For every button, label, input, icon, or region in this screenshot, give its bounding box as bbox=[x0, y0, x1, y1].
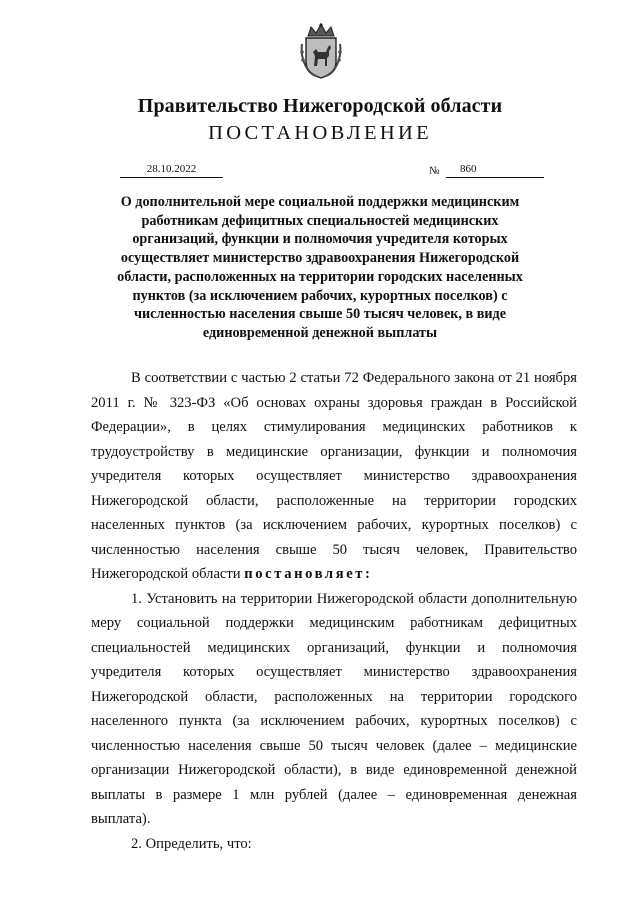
document-date: 28.10.2022 bbox=[120, 163, 223, 178]
document-type-heading: ПОСТАНОВЛЕНИЕ bbox=[208, 122, 432, 144]
item-2-paragraph: 2. Определить, что: bbox=[131, 835, 252, 852]
document-number-field bbox=[446, 163, 544, 178]
document-body bbox=[91, 366, 577, 856]
preamble-text: В соответствии с частью 2 статьи 72 Федерального закона от 21 ноября 2011 г. № 323-ФЗ «Об основах охраны здоровья граждан в Российской Федерации», в целях стимулирования медицинских работников к трудоустройству в медицинские организации, функции и полномочия учредителя которых осуществляет министерство здравоохранения Нижегородской области, расположенные на территории городских населенных пунктов (за исключением рабочих, курортных поселков) с численностью населения свыше 50 тысяч человек, Правительство Нижегородской области bbox=[91, 370, 577, 582]
emblem-icon bbox=[299, 22, 343, 80]
government-title: Правительство Нижегородской области bbox=[137, 95, 503, 117]
preamble-paragraph bbox=[91, 366, 577, 587]
decree-word: постановляет: bbox=[244, 566, 373, 582]
number-sign: № bbox=[429, 165, 440, 177]
document-subject: О дополнительной мере социальной поддержки медицинским работникам дефицитных специальностей медицинских организаций, функции и полномочия учредителя которых осуществляет министерство здравоохранения Нижегородской области, расположенных на территории городских населенных пунктов (за исключением рабочих, курортных поселков) с численностью населения свыше 50 тысяч человек, в виде единовременной денежной выплаты bbox=[117, 194, 523, 341]
item-1-paragraph: 1. Установить на территории Нижегородской области дополнительную меру социальной поддержки медицинским работникам дефицитных специальностей медицинских организаций, функции и полномочия учредителя которых осуществляет министерство здравоохранения Нижегородской области, расположенных на территории городского населенного пункта (за исключением рабочих, курортных поселков) с численностью населения свыше 50 тысяч человек (далее – медицинские организации Нижегородской области), в виде единовременной денежной выплаты в размере 1 млн рублей (далее – единовременная денежная выплата). bbox=[91, 590, 577, 827]
document-number: 860 bbox=[460, 163, 477, 175]
coat-of-arms-emblem bbox=[299, 22, 343, 80]
